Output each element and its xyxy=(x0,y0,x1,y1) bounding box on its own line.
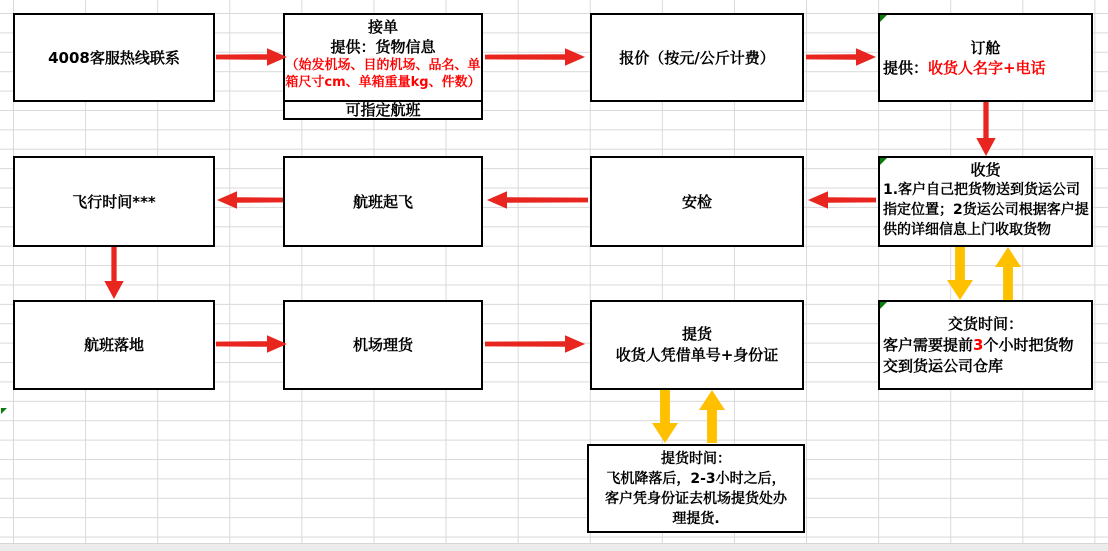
box-line: 理提货. xyxy=(672,510,720,527)
box-title: 提货 xyxy=(681,325,712,343)
yellow-arrow-down[interactable] xyxy=(652,390,678,443)
box-line: 提供：收货人名字+电话 xyxy=(883,58,1046,77)
box-line: 1.客户自己把货物送到货运公司 xyxy=(883,182,1081,198)
red-arrow-right[interactable] xyxy=(806,47,876,67)
flow-box-hotline[interactable] xyxy=(13,13,215,102)
red-arrow-right[interactable] xyxy=(216,47,287,67)
red-arrow-right[interactable] xyxy=(485,334,585,354)
flow-box-order-intake[interactable] xyxy=(283,13,483,102)
box-line: 提供：货物信息 xyxy=(330,38,436,56)
box-line: 供的详细信息上门收取货物 xyxy=(883,222,1051,238)
flow-box-flight-takeoff[interactable] xyxy=(283,156,483,247)
flow-box-quote[interactable] xyxy=(590,13,804,102)
box-label: 航班起飞 xyxy=(352,192,413,211)
yellow-arrow-up[interactable] xyxy=(699,390,725,443)
flow-box-airport-tally[interactable] xyxy=(283,300,483,390)
box-title: 提货时间： xyxy=(661,450,731,467)
flow-box-pickup[interactable] xyxy=(590,300,804,390)
box-line: 飞机降落后，2-3小时之后， xyxy=(606,470,786,487)
flow-box-cargo-receive[interactable] xyxy=(878,156,1093,247)
box-label: 航班落地 xyxy=(83,336,144,354)
flow-box-booking[interactable] xyxy=(878,13,1093,102)
box-title: 交货时间： xyxy=(947,314,1023,333)
red-arrow-down[interactable] xyxy=(975,102,997,156)
yellow-arrow-up[interactable] xyxy=(995,247,1021,300)
flow-box-delivery-time[interactable] xyxy=(878,300,1093,390)
red-arrow-left[interactable] xyxy=(808,190,876,210)
box-label: 安检 xyxy=(681,192,712,211)
box-label: 飞行时间*** xyxy=(72,192,156,211)
box-label: 报价（按元/公斤计费） xyxy=(619,48,775,67)
box-label: 4008客服热线联系 xyxy=(48,48,180,67)
flow-box-security-check[interactable] xyxy=(590,156,804,247)
box-title: 收货 xyxy=(970,161,1001,179)
red-arrow-left[interactable] xyxy=(487,190,588,210)
box-title: 接单 xyxy=(367,18,398,36)
box-title: 订舱 xyxy=(970,38,1001,57)
box-line-red: （始发机场、目的机场、品名、单 xyxy=(285,58,481,73)
flow-box-pickup-time[interactable] xyxy=(587,444,805,533)
box-label: 机场理货 xyxy=(352,336,413,354)
box-label: 可指定航班 xyxy=(345,101,421,119)
yellow-arrow-down[interactable] xyxy=(947,247,973,300)
flow-box-order-intake-footer[interactable] xyxy=(283,100,483,120)
flow-box-flight-landing[interactable] xyxy=(13,300,215,390)
bottom-edge-bar xyxy=(0,543,1108,551)
flow-box-flight-time[interactable] xyxy=(13,156,215,247)
box-line: 指定位置；2货运公司根据客户提 xyxy=(883,202,1089,218)
green-triangle-icon xyxy=(1,408,7,414)
green-triangle-icon xyxy=(880,15,887,22)
red-arrow-down[interactable] xyxy=(103,247,125,299)
red-arrow-right[interactable] xyxy=(216,334,287,354)
red-arrow-left[interactable] xyxy=(217,190,283,210)
box-line-red: 箱尺寸cm、单箱重量kg、件数） xyxy=(285,75,481,90)
box-line: 客户凭身份证去机场提货处办 xyxy=(605,490,787,507)
box-line: 收货人凭借单号+身份证 xyxy=(615,346,779,364)
box-line: 交到货运公司仓库 xyxy=(883,356,1004,375)
red-arrow-right[interactable] xyxy=(485,47,585,67)
box-line: 客户需要提前3个小时把货物 xyxy=(883,335,1074,354)
green-triangle-icon xyxy=(880,158,887,165)
green-triangle-icon xyxy=(880,302,887,309)
